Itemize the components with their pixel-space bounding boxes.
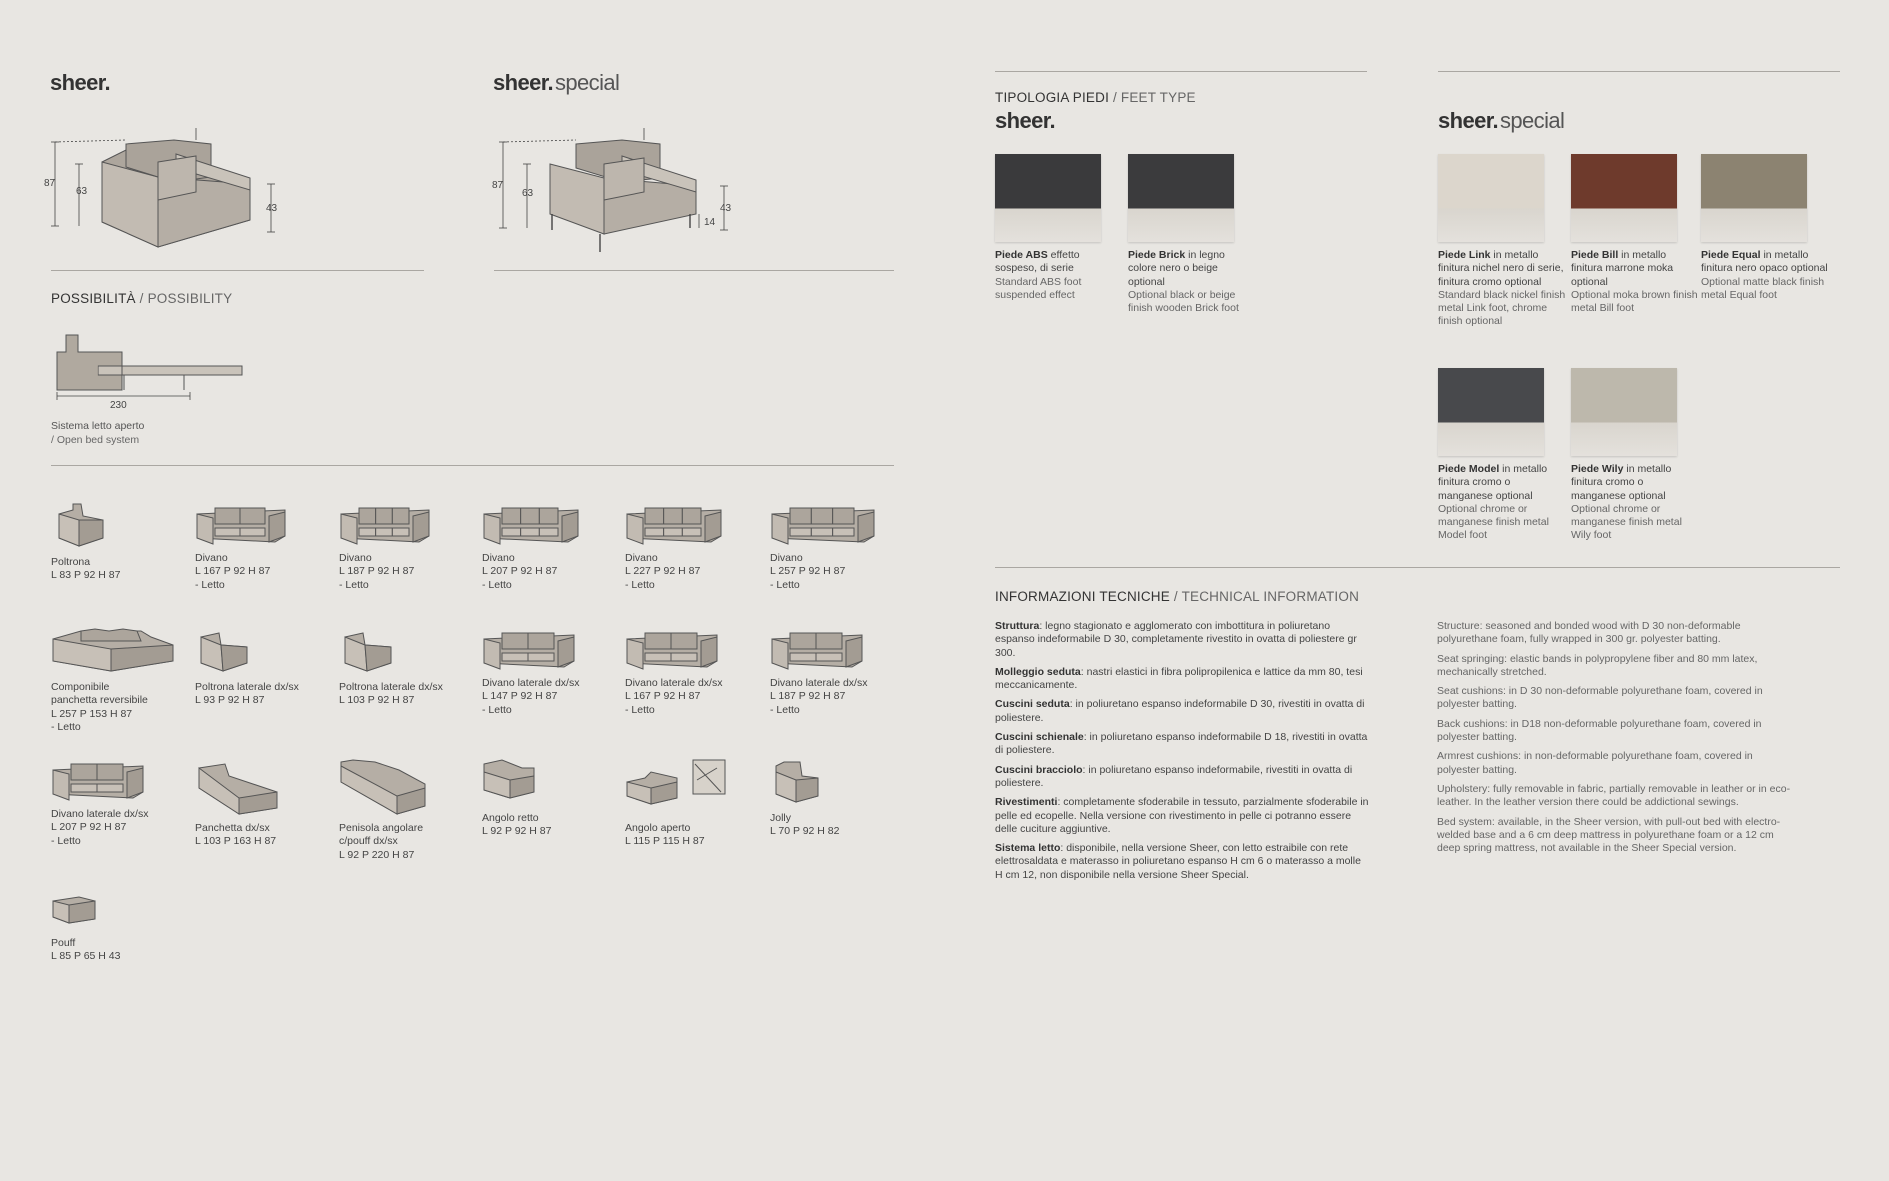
svg-text:63: 63 [76, 186, 88, 197]
open-bed-drawing [52, 330, 197, 410]
tech-spec-en: Armrest cushions: in non-deformable polyurethane foam, covered in polyester batting. [1437, 750, 1753, 776]
sofa-module-drawing [51, 502, 191, 552]
sofa-module-item [51, 758, 191, 848]
divider [995, 71, 1367, 72]
feet-sheer-heading: sheer. [995, 108, 1056, 133]
sofa-module-item [482, 758, 622, 839]
tech-spec-it: Struttura: legno stagionato e agglomerato con imbottitura in poliuretano espanso indeformabile D 30, completamente rivestito in ovatta di poliestere gr 300. [995, 620, 1357, 659]
foot-photo [1128, 154, 1234, 242]
foot-caption [995, 249, 1123, 302]
foot-photo [1571, 154, 1677, 242]
sofa-module-label: Divano laterale dx/sx L 207 P 92 H 87 - Letto [51, 808, 149, 847]
sofa-module-label: Divano L 257 P 92 H 87 - Letto [770, 552, 846, 591]
sofa-module-drawing [770, 758, 910, 808]
sofa-module-label: Divano L 187 P 92 H 87 - Letto [339, 552, 415, 591]
sofa-module-label: Poltrona L 83 P 92 H 87 [51, 556, 121, 582]
foot-caption [1571, 463, 1699, 543]
tech-info-italian [995, 620, 1370, 888]
foot-name: Piede Equal [1701, 249, 1761, 261]
brand-sheer-special-heading: sheer.special [493, 70, 620, 95]
tech-spec-it: Sistema letto: disponibile, nella versione Sheer, con letto estraibile con rete elettrosaldata e materasso in poliuretano espanso H cm 6 o materasso a molle H cm 12, non disponibile nella versione Sheer Special. [995, 842, 1361, 881]
foot-description-it: in legno colore nero o beige optional [1128, 249, 1225, 288]
foot-description-it: in metallo finitura nichel nero di serie, finitura cromo optional [1438, 249, 1564, 288]
foot-photo [1571, 368, 1677, 456]
foot-name: Piede ABS [995, 249, 1048, 261]
tech-spec-it: Rivestimenti: completamente sfoderabile in tessuto, parzialmente sfoderabile in pelle ed ecopelle. Nella versione con rivestimento in pelle ci potranno essere delle cuciture aggiuntive. [995, 796, 1369, 835]
foot-name: Piede Wily [1571, 463, 1624, 475]
foot-name: Piede Link [1438, 249, 1491, 261]
foot-photo [995, 154, 1101, 242]
foot-description-it: in metallo finitura cromo o manganese optional [1438, 463, 1548, 502]
foot-description-en: Standard ABS foot suspended effect [995, 275, 1082, 301]
foot-description-en: Standard black nickel finish metal Link foot, chrome finish optional [1438, 288, 1566, 328]
sofa-module-drawing [482, 627, 622, 673]
tech-spec-en: Bed system: available, in the Sheer version, with pull-out bed with electro-welded base and a 6 cm deep mattress in polyurethane foam or a 12 cm deep spring mattress, not available in the Sheer Special version. [1437, 815, 1781, 855]
svg-text:43: 43 [266, 203, 278, 214]
sofa-module-drawing [770, 502, 910, 548]
sofa-module-label: Componibile panchetta reversibile L 257 P 153 H 87 - Letto [51, 681, 148, 733]
sofa-module-label: Divano L 167 P 92 H 87 - Letto [195, 552, 271, 591]
tech-spec-en: Back cushions: in D18 non-deformable polyurethane foam, covered in polyester batting. [1437, 717, 1762, 744]
tech-spec-en: Structure: seasoned and bonded wood with D 30 non-deformable polyurethane foam, fully wrapped in 300 gr. polyester batting. [1437, 620, 1741, 646]
sofa-module-label: Poltrona laterale dx/sx L 93 P 92 H 87 [195, 681, 299, 707]
sofa-module-drawing [195, 758, 335, 818]
sofa-module-item [195, 627, 335, 708]
tech-spec-en: Seat cushions: in D 30 non-deformable polyurethane foam, covered in polyester batting. [1437, 685, 1763, 711]
foot-name: Piede Model [1438, 463, 1500, 475]
armchair-dimension-drawing [46, 122, 286, 257]
tech-spec-en: Upholstery: fully removable in fabric, partially removable in leather or in eco-leather. In the leather version there could be addictional sewings. [1437, 782, 1791, 809]
divider [494, 270, 894, 271]
foot-description-it: in metallo finitura nero opaco optional [1701, 249, 1828, 275]
sofa-module-item [339, 627, 479, 708]
sofa-module-item [625, 502, 765, 592]
tech-info-english [1437, 620, 1797, 861]
foot-caption [1438, 463, 1566, 543]
sofa-module-item [770, 627, 910, 717]
open-bed-caption: Sistema letto aperto / Open bed system [51, 420, 145, 446]
possibility-title: POSSIBILITÀ / POSSIBILITY [51, 291, 233, 306]
foot-description-en: Optional matte black finish metal Equal foot [1701, 275, 1825, 301]
sofa-module-drawing [482, 502, 622, 548]
armchair-special-dimension-drawing [494, 122, 744, 257]
foot-description-en: Optional chrome or manganese finish metal Model foot [1438, 502, 1549, 542]
foot-caption [1701, 249, 1829, 302]
tech-spec-it: Molleggio seduta: nastri elastici in fibra polipropilenica e lattice da mm 80, tesi meccanicamente. [995, 665, 1363, 692]
tech-spec-it: Cuscini schienale: in poliuretano espanso indeformabile D 18, rivestiti in ovatta di poliestere. [995, 731, 1368, 757]
tech-info-title: INFORMAZIONI TECNICHE / TECHNICAL INFORMATION [995, 589, 1360, 604]
sofa-module-item [195, 502, 335, 592]
sofa-module-drawing [195, 627, 335, 677]
sofa-module-label: Penisola angolare c/pouff dx/sx L 92 P 220 H 87 [339, 822, 424, 861]
svg-text:14: 14 [704, 217, 716, 228]
sofa-module-label: Divano laterale dx/sx L 187 P 92 H 87 - Letto [770, 677, 868, 716]
sofa-module-item [770, 502, 910, 592]
sofa-module-label: Poltrona laterale dx/sx L 103 P 92 H 87 [339, 681, 443, 707]
tech-spec-en: Seat springing: elastic bands in polypropylene fiber and 80 mm latex, mechanically stretched. [1437, 652, 1758, 678]
feet-sheer-special-heading: sheer.special [1438, 108, 1565, 133]
sofa-module-label: Divano L 207 P 92 H 87 - Letto [482, 552, 558, 591]
sofa-module-label: Jolly L 70 P 92 H 82 [770, 812, 840, 838]
sofa-module-drawing [195, 502, 335, 548]
tech-spec-it: Cuscini seduta: in poliuretano espanso indeformabile D 30, rivestiti in ovatta di poliestere. [995, 698, 1365, 724]
foot-name: Piede Brick [1128, 249, 1186, 261]
divider [1438, 71, 1840, 72]
sofa-module-drawing [625, 502, 765, 548]
svg-text:230: 230 [110, 400, 127, 411]
divider [995, 567, 1840, 568]
sofa-module-drawing [51, 893, 191, 933]
sofa-module-label: Angolo retto L 92 P 92 H 87 [482, 812, 552, 838]
foot-photo [1701, 154, 1807, 242]
foot-name: Piede Bill [1571, 249, 1619, 261]
brand-sheer-heading: sheer. [50, 70, 111, 95]
svg-text:87: 87 [492, 180, 504, 191]
sofa-module-label: Angolo aperto L 115 P 115 H 87 [625, 822, 705, 848]
foot-photo [1438, 368, 1544, 456]
svg-text:63: 63 [522, 188, 534, 199]
sofa-module-drawing [770, 627, 910, 673]
sofa-module-drawing [482, 758, 622, 808]
foot-photo [1438, 154, 1544, 242]
sofa-module-drawing [339, 758, 479, 818]
foot-description-en: Optional chrome or manganese finish metal Wily foot [1571, 502, 1682, 542]
sofa-module-label: Divano L 227 P 92 H 87 - Letto [625, 552, 701, 591]
foot-caption [1438, 249, 1566, 329]
sofa-module-drawing [51, 627, 191, 677]
feet-type-title: TIPOLOGIA PIEDI / FEET TYPE [995, 90, 1196, 105]
svg-text:43: 43 [720, 203, 732, 214]
sofa-module-drawing [51, 758, 191, 804]
foot-description-it: effetto sospeso, di serie [995, 249, 1080, 275]
sofa-module-item [51, 893, 191, 964]
sofa-module-label: Divano laterale dx/sx L 167 P 92 H 87 - Letto [625, 677, 723, 716]
sofa-module-item [339, 758, 479, 862]
sofa-module-item [195, 758, 335, 849]
sofa-module-item [51, 627, 191, 734]
sofa-module-drawing [625, 758, 765, 818]
foot-caption [1571, 249, 1699, 315]
sofa-module-label: Panchetta dx/sx L 103 P 163 H 87 [195, 822, 277, 848]
sofa-module-drawing [339, 627, 479, 677]
sofa-module-item [625, 627, 765, 717]
foot-description-it: in metallo finitura marrone moka optional [1571, 249, 1674, 288]
sofa-module-label: Pouff L 85 P 65 H 43 [51, 937, 121, 963]
divider [51, 270, 424, 271]
sofa-module-item [482, 627, 622, 717]
sofa-module-item [482, 502, 622, 592]
sofa-module-item [625, 758, 765, 849]
foot-description-it: in metallo finitura cromo o manganese optional [1571, 463, 1672, 502]
tech-spec-it: Cuscini bracciolo: in poliuretano espanso indeformabile, rivestiti in ovatta di poliestere. [995, 763, 1353, 789]
sofa-module-item [51, 502, 191, 583]
divider [51, 465, 894, 466]
sofa-module-item [339, 502, 479, 592]
foot-caption [1128, 249, 1256, 315]
foot-description-en: Optional black or beige finish wooden Brick foot [1128, 288, 1239, 315]
foot-description-en: Optional moka brown finish metal Bill foot [1571, 288, 1698, 315]
sofa-module-item [770, 758, 910, 839]
sofa-module-drawing [625, 627, 765, 673]
svg-text:87: 87 [44, 178, 56, 189]
sofa-module-label: Divano laterale dx/sx L 147 P 92 H 87 - Letto [482, 677, 580, 716]
sofa-module-drawing [339, 502, 479, 548]
